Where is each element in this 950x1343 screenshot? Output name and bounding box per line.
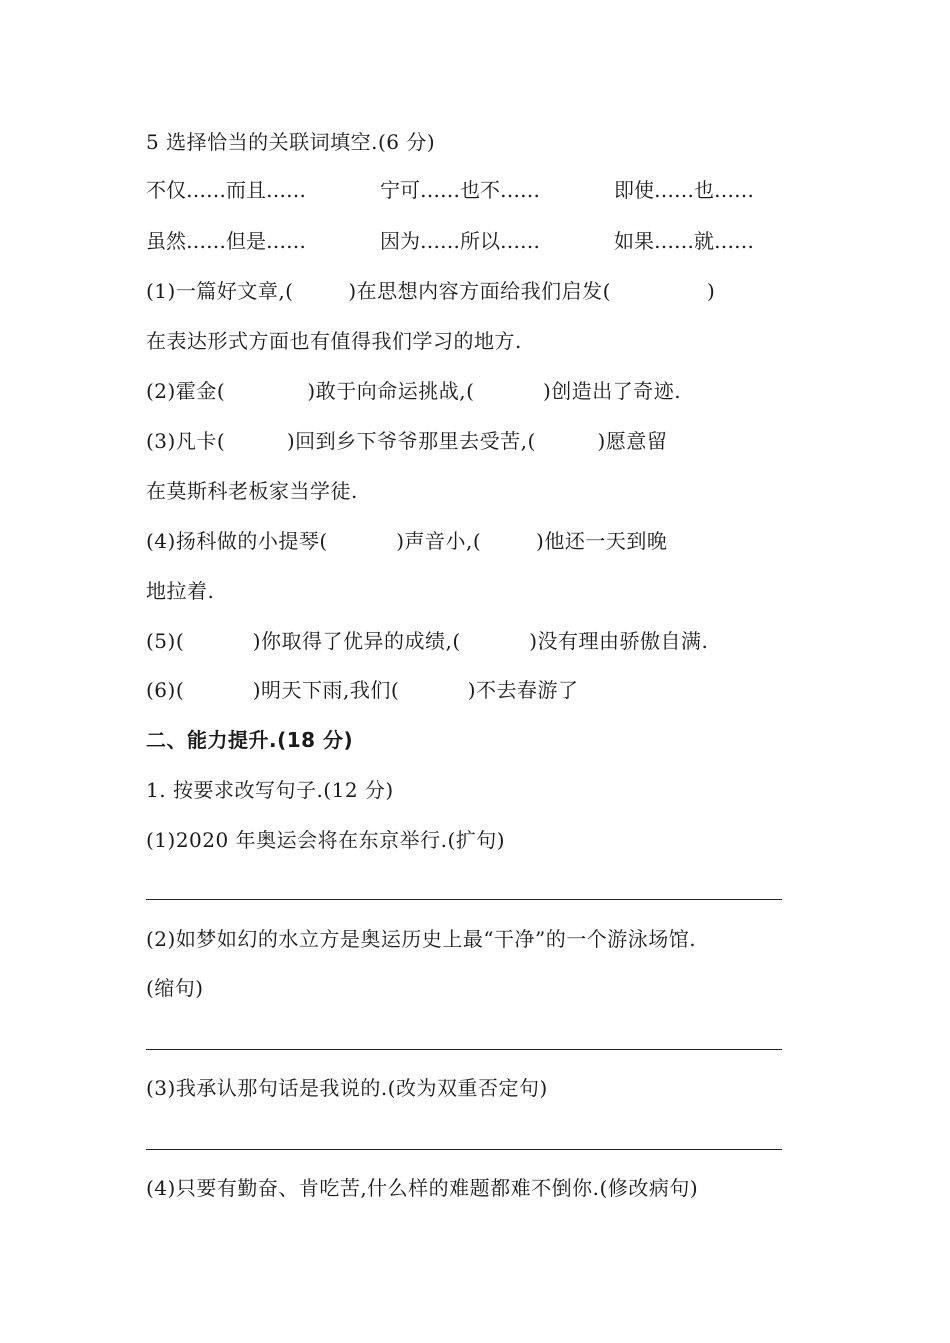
- fill-item-1: (1)一篇好文章,( )在思想内容方面给我们启发( ): [146, 279, 716, 303]
- option-item: 不仅……而且……: [146, 178, 306, 202]
- fill-item-3-continued: 在莫斯科老板家当学徒.: [146, 479, 358, 503]
- rewrite-item-3: (3)我承认那句话是我说的.(改为双重否定句): [146, 1076, 548, 1100]
- answer-line-2[interactable]: [146, 1049, 782, 1050]
- answer-line-3[interactable]: [146, 1149, 782, 1150]
- option-item: 宁可……也不……: [380, 178, 540, 202]
- section-two-heading: 二、能力提升.(18 分): [146, 728, 354, 752]
- rewrite-item-4: (4)只要有勤奋、肯吃苦,什么样的难题都难不倒你.(修改病句): [146, 1176, 699, 1200]
- option-item: 如果……就……: [614, 229, 754, 253]
- fill-item-2: (2)霍金( )敢于向命运挑战,( )创造出了奇迹.: [146, 379, 682, 403]
- fill-item-4: (4)扬科做的小提琴( )声音小,( )他还一天到晚: [146, 529, 668, 553]
- fill-item-3: (3)凡卡( )回到乡下爷爷那里去受苦,( )愿意留: [146, 429, 668, 453]
- fill-item-6: (6)( )明天下雨,我们( )不去春游了: [146, 678, 579, 702]
- fill-item-1-continued: 在表达形式方面也有值得我们学习的地方.: [146, 329, 522, 353]
- answer-line-1[interactable]: [146, 899, 782, 900]
- option-item: 即使……也……: [614, 178, 754, 202]
- fill-item-5: (5)( )你取得了优异的成绩,( )没有理由骄傲自满.: [146, 629, 709, 653]
- rewrite-item-1: (1)2020 年奥运会将在东京举行.(扩句): [146, 828, 506, 852]
- option-item: 因为……所以……: [380, 229, 540, 253]
- rewrite-item-2-continued: (缩句): [146, 976, 204, 1000]
- fill-item-4-continued: 地拉着.: [146, 579, 215, 603]
- question-1-title: 1. 按要求改写句子.(12 分): [146, 778, 394, 802]
- question-5-title: 5 选择恰当的关联词填空.(6 分): [146, 130, 436, 154]
- option-item: 虽然……但是……: [146, 229, 306, 253]
- rewrite-item-2: (2)如梦如幻的水立方是奥运历史上最“干净”的一个游泳场馆.: [146, 927, 697, 951]
